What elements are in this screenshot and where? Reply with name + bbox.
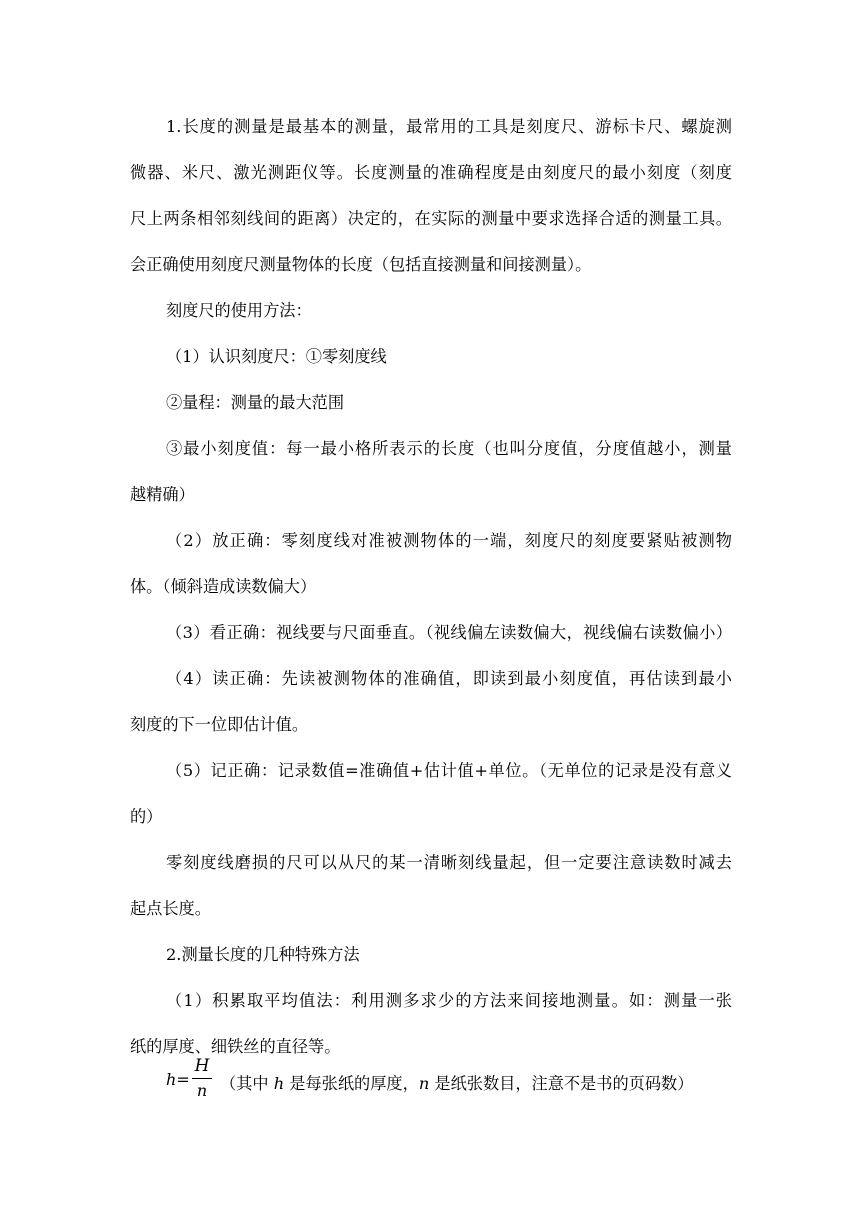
item-range: ②量程：测量的最大范围 bbox=[166, 393, 345, 412]
paragraph-1-line-1: 1.长度的测量是最基本的测量，最常用的工具是刻度尺、游标卡尺、螺旋测 bbox=[166, 117, 732, 136]
paragraph-1-line-4: 会正确使用刻度尺测量物体的长度（包括直接测量和间接测量）。 bbox=[130, 255, 592, 274]
formula-note: （其中 h 是每张纸的厚度，n 是纸张数目，注意不是书的页码数） bbox=[220, 1074, 694, 1093]
ruler-usage-heading: 刻度尺的使用方法： bbox=[166, 301, 312, 320]
item-2-place-line-2: 体。（倾斜造成读数偏大） bbox=[130, 577, 317, 596]
fraction-bar bbox=[192, 1078, 212, 1079]
item-min-scale-line-1: ③最小刻度值：每一最小格所表示的长度（也叫分度值，分度值越小，测量 bbox=[166, 439, 732, 458]
item-5-record-line-1: （5）记正确：记录数值=准确值+估计值+单位。（无单位的记录是没有意义 bbox=[166, 761, 732, 780]
worn-ruler-line-2: 起点长度。 bbox=[130, 899, 211, 918]
formula-denominator: n bbox=[196, 1081, 208, 1100]
item-2-place-line-1: （2）放正确：零刻度线对准被测物体的一端，刻度尺的刻度要紧贴被测物 bbox=[166, 531, 732, 550]
item-4-read-line-2: 刻度的下一位即估计值。 bbox=[130, 715, 309, 734]
formula-numerator: H bbox=[194, 1056, 210, 1076]
paragraph-1-line-3: 尺上两条相邻刻线间的距离）决定的，在实际的测量中要求选择合适的测量工具。 bbox=[130, 209, 732, 228]
accumulate-method-line-1: （1）积累取平均值法：利用测多求少的方法来间接地测量。如：测量一张 bbox=[166, 991, 732, 1010]
paragraph-1-line-2: 微器、米尺、激光测距仪等。长度测量的准确程度是由刻度尺的最小刻度（刻度 bbox=[130, 163, 732, 182]
item-1-recognize: （1）认识刻度尺：①零刻度线 bbox=[166, 347, 387, 366]
item-4-read-line-1: （4）读正确：先读被测物体的准确值，即读到最小刻度值，再估读到最小 bbox=[166, 669, 732, 688]
item-min-scale-line-2: 越精确） bbox=[130, 485, 195, 504]
item-5-record-line-2: 的） bbox=[130, 807, 163, 826]
worn-ruler-line-1: 零刻度线磨损的尺可以从尺的某一清晰刻线量起，但一定要注意读数时减去 bbox=[166, 853, 732, 872]
formula-lhs: h= bbox=[166, 1070, 190, 1089]
formula-fraction bbox=[192, 1056, 212, 1101]
section-2-heading: 2.测量长度的几种特殊方法 bbox=[166, 945, 360, 964]
item-3-look: （3）看正确：视线要与尺面垂直。（视线偏左读数偏大，视线偏右读数偏小） bbox=[166, 623, 732, 642]
accumulate-method-line-2: 纸的厚度、细铁丝的直径等。 bbox=[130, 1037, 341, 1056]
